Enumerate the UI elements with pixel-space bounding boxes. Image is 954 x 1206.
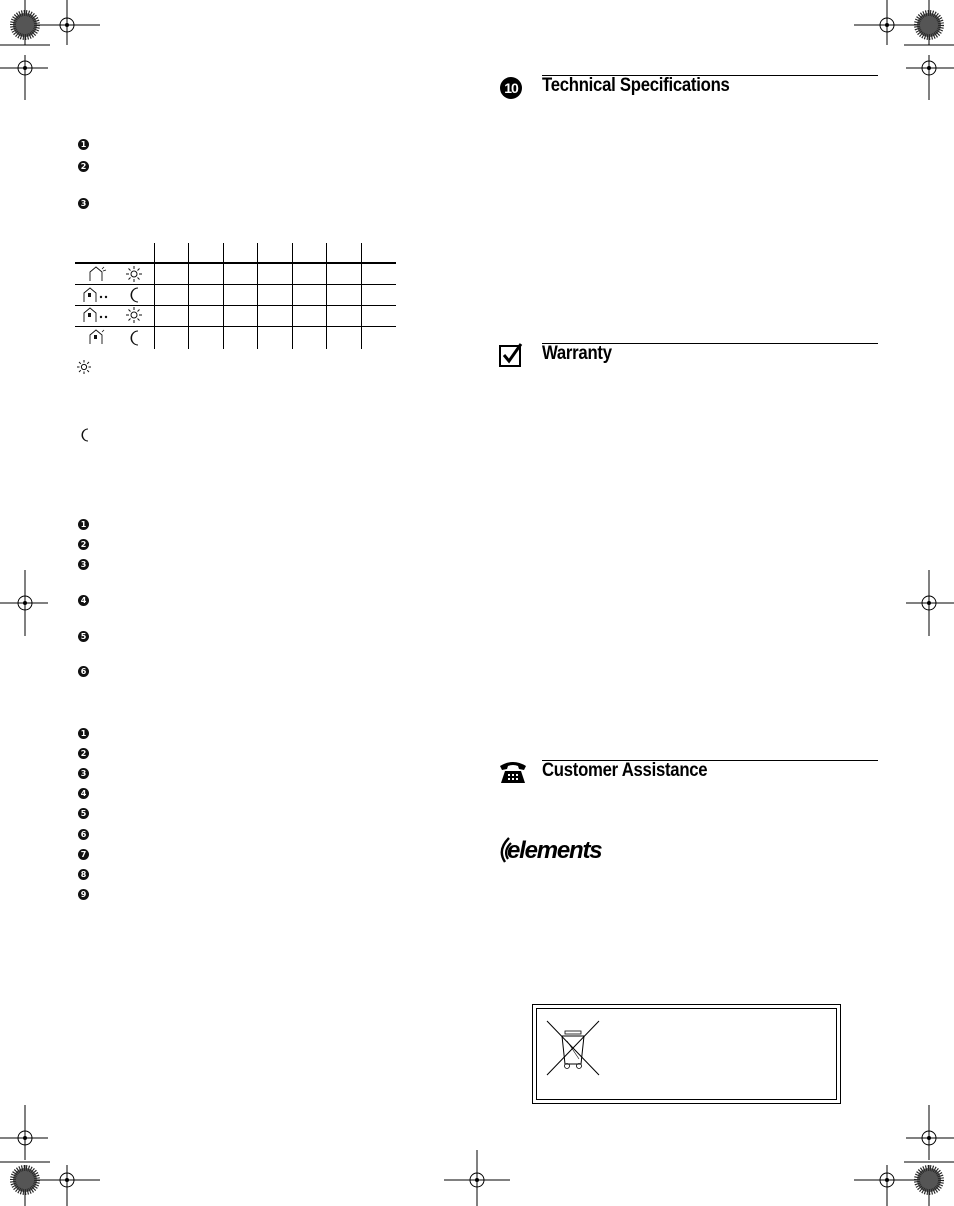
step-bullet: 5 bbox=[78, 808, 89, 819]
section-number-badge bbox=[500, 77, 522, 99]
step-bullet: 4 bbox=[78, 595, 89, 606]
step-bullet: 3 bbox=[78, 198, 89, 209]
step-bullet: 6 bbox=[78, 666, 89, 677]
step-bullet: 7 bbox=[78, 849, 89, 860]
table-row-rule bbox=[75, 284, 396, 285]
step-bullet: 6 bbox=[78, 829, 89, 840]
crossed-bin-icon bbox=[545, 1019, 601, 1077]
step-bullet: 3 bbox=[78, 559, 89, 570]
moon-icon bbox=[128, 287, 142, 303]
table-divider bbox=[361, 243, 362, 349]
moon-icon bbox=[128, 330, 142, 346]
comfort-home-icon bbox=[87, 266, 107, 282]
step-bullet: 2 bbox=[78, 161, 89, 172]
step-bullet: 9 bbox=[78, 889, 89, 900]
section-number: 10 bbox=[504, 80, 518, 96]
step-bullet: 3 bbox=[78, 768, 89, 779]
step-bullet: 1 bbox=[78, 519, 89, 530]
table-divider bbox=[257, 243, 258, 349]
table-divider bbox=[223, 243, 224, 349]
sun-icon bbox=[77, 360, 91, 374]
table-header-rule bbox=[75, 262, 396, 264]
away-home-icon bbox=[81, 307, 109, 323]
step-bullet: 1 bbox=[78, 139, 89, 150]
step-bullet: 2 bbox=[78, 539, 89, 550]
step-bullet: 8 bbox=[78, 869, 89, 880]
table-row-rule bbox=[75, 305, 396, 306]
table-divider bbox=[292, 243, 293, 349]
elements-logo bbox=[495, 836, 610, 866]
away-home-icon bbox=[81, 287, 109, 303]
table-divider bbox=[154, 243, 155, 349]
sun-icon bbox=[126, 307, 142, 323]
section-title: Customer Assistance bbox=[542, 760, 708, 781]
step-bullet: 2 bbox=[78, 748, 89, 759]
section-title: Warranty bbox=[542, 343, 612, 364]
weee-notice-box bbox=[532, 1004, 841, 1104]
step-bullet: 4 bbox=[78, 788, 89, 799]
table-divider bbox=[326, 243, 327, 349]
section-title: Technical Specifications bbox=[542, 75, 730, 96]
moon-icon bbox=[79, 428, 91, 442]
sun-icon bbox=[126, 266, 142, 282]
comfort-home-icon bbox=[87, 329, 107, 345]
logo-text: elements bbox=[507, 837, 602, 864]
telephone-icon bbox=[499, 760, 527, 784]
step-bullet: 5 bbox=[78, 631, 89, 642]
table-row-rule bbox=[75, 326, 396, 327]
step-bullet: 1 bbox=[78, 728, 89, 739]
checkbox-icon bbox=[499, 343, 523, 367]
table-divider bbox=[188, 243, 189, 349]
